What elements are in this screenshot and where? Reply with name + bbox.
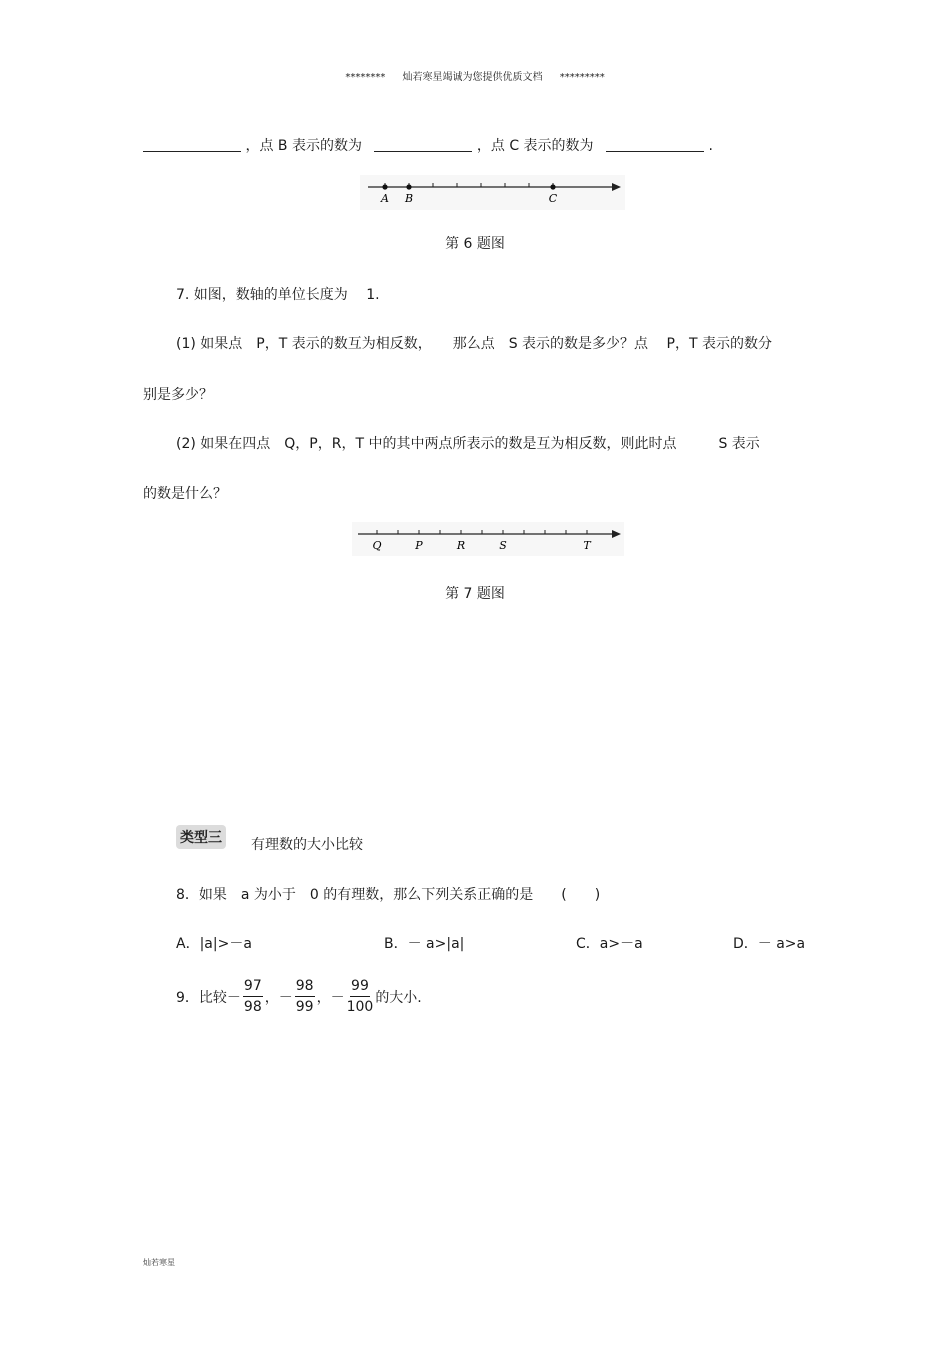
q9-frac2-num: 98 [295, 978, 315, 997]
q9-suffix: 的大小. [375, 989, 422, 1006]
q9-sep2: ，－ [316, 989, 345, 1006]
q6-point-b [406, 184, 411, 189]
q7-label-s: S [499, 539, 507, 552]
header-text: 灿若寒星竭诚为您提供优质文档 [402, 72, 543, 83]
q7-label-p: P [415, 539, 423, 552]
page-header [0, 68, 950, 83]
q6-blank-a[interactable] [143, 137, 241, 152]
q6-blank-b[interactable] [374, 137, 472, 152]
section3-title: 有理数的大小比较 [251, 837, 363, 853]
q6-c-text: ，点 C 表示的数为 [476, 138, 594, 154]
q7-part2-line1: (2) 如果在四点 Q，P，R，T 中的其中两点所表示的数是互为相反数，则此时点 S 表示 [176, 436, 760, 452]
q6-answer-line [143, 135, 713, 155]
q6-label-b: B [404, 192, 414, 205]
header-right-stars: ********* [559, 72, 605, 83]
q9-fraction-1 [243, 978, 263, 1015]
q6-end: . [708, 138, 713, 154]
q9-frac3-num: 99 [350, 978, 370, 997]
q7-part1-line2: 别是多少？ [143, 387, 213, 403]
q6-label-c: C [548, 192, 558, 205]
page-footer: 灿若寒星 [143, 1258, 175, 1267]
q6-blank-c[interactable] [606, 137, 704, 152]
q7-caption: 第 7 题图 [445, 586, 505, 602]
q8-stem: 8．如果 a 为小于 0 的有理数，那么下列关系正确的是 ( ) [176, 887, 601, 903]
q9-fraction-2 [295, 978, 315, 1015]
section3-heading [176, 825, 226, 849]
q7-label-q: Q [372, 539, 382, 552]
q7-title: 7. 如图，数轴的单位长度为 1. [176, 287, 380, 303]
q7-part1-line1: (1) 如果点 P，T 表示的数互为相反数， 那么点 S 表示的数是多少？点 P，T 表示的数分 [176, 336, 772, 352]
q8-option-b: B．－ a>|a| [384, 936, 465, 952]
q6-point-a [382, 184, 387, 189]
q6-caption: 第 6 题图 [445, 236, 505, 252]
q6-number-line-figure [360, 175, 625, 210]
q7-label-t: T [583, 539, 591, 552]
q9-frac1-num: 97 [243, 978, 263, 997]
q6-figure-bg [360, 175, 625, 210]
q8-option-d: D．－ a>a [733, 936, 806, 952]
q7-number-line-figure [352, 522, 624, 556]
q7-part2-line2: 的数是什么？ [143, 486, 227, 502]
q6-b-text: ，点 B 表示的数为 [245, 138, 362, 154]
q9-line [176, 978, 422, 1015]
q9-sep1: ，－ [264, 989, 293, 1006]
q9-prefix: 9．比较－ [176, 989, 241, 1006]
header-left-stars: ******** [345, 72, 386, 83]
q6-point-c [550, 184, 555, 189]
q9-fraction-3 [347, 978, 374, 1015]
q9-frac2-den: 99 [295, 999, 314, 1015]
q7-label-r: R [456, 539, 466, 552]
q8-option-c: C．a>－a [576, 936, 643, 952]
q6-label-a: A [381, 192, 389, 205]
section3-tag: 类型三 [176, 825, 226, 849]
q9-frac3-den: 100 [346, 999, 374, 1015]
q8-option-a: A．|a|>－a [176, 936, 252, 952]
q9-frac1-den: 98 [243, 999, 262, 1015]
